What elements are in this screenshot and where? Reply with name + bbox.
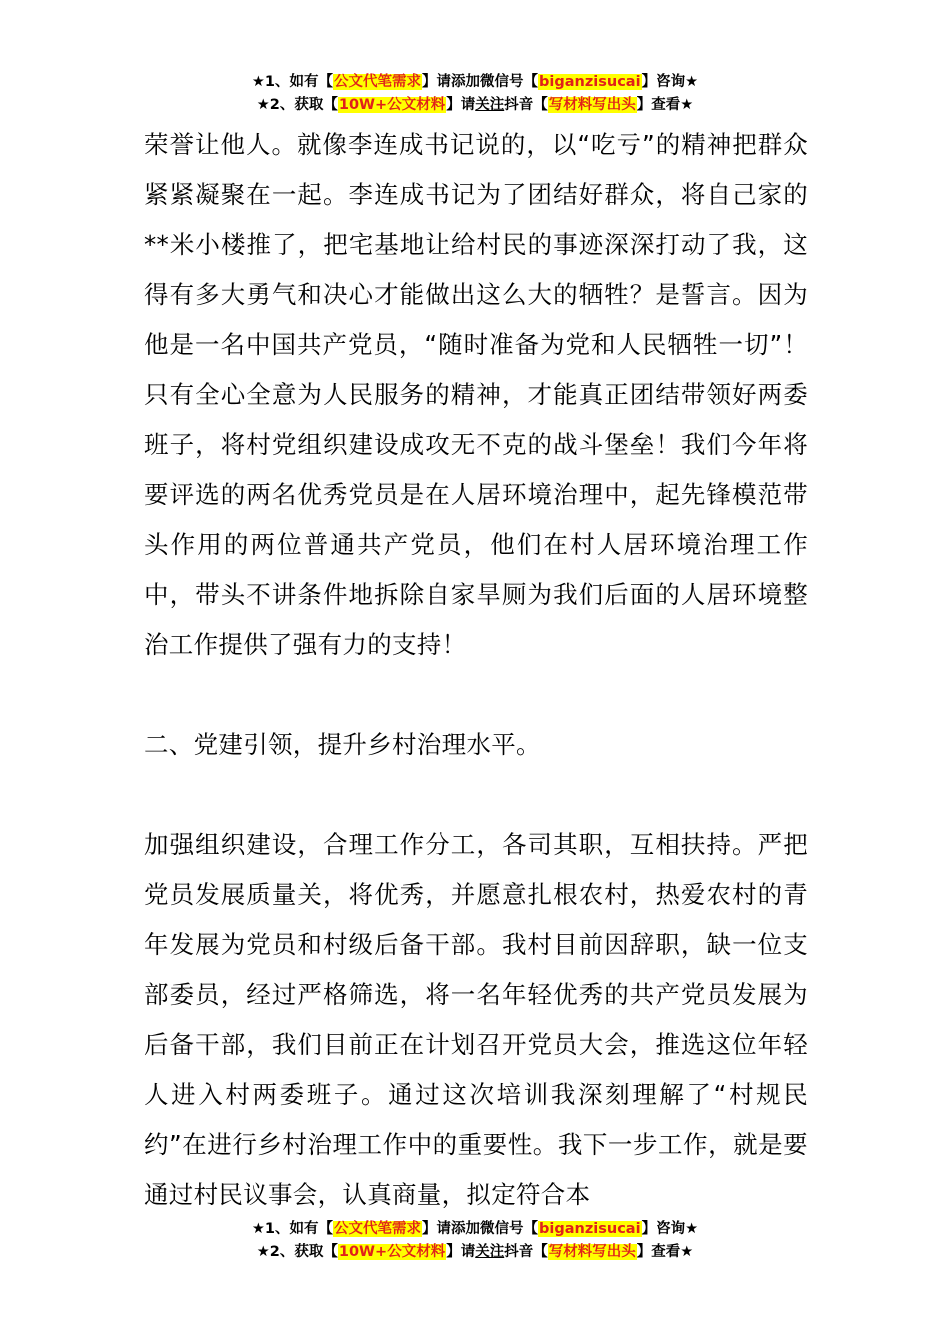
banner-text: ★1、如有【: [251, 1221, 334, 1237]
banner-line-2: [0, 94, 950, 117]
text-line: 斗堡垒！我们今年将要评选的两名优秀党员是在人居环境: [144, 430, 808, 509]
banner-text: 】查看★: [636, 1244, 694, 1260]
banner-text: 】请: [446, 1244, 476, 1260]
banner-text: ★2、获取【: [256, 1244, 338, 1260]
banner-text: ★1、如有【: [251, 74, 334, 90]
banner-text: 抖音【: [504, 97, 548, 113]
text-line: 群众紧紧凝聚在一起。李连成书记为了团结好群众，将自: [144, 130, 808, 209]
banner-text: 抖音【: [504, 1244, 548, 1260]
banner-text: 】请添加微信号【: [422, 1221, 539, 1237]
banner-text: ★2、获取【: [256, 97, 338, 113]
text-line: 民牺牲一切”！只有全心全意为人民服务的精神，才能真: [144, 330, 808, 409]
text-line: 了“村规民约”在进行乡村治理工作中的重要性。我下一: [144, 1080, 808, 1159]
text-line: 己家的**米小楼推了，把宅基地让给村民的事迹深深打动: [144, 180, 808, 259]
banner-text: 】请添加微信号【: [422, 74, 539, 90]
text-line: 一位支部委员，经过严格筛选，将一名年轻优秀的共产党: [144, 930, 808, 1009]
text-line: 了我，这得有多大勇气和决心才能做出这么大的牺牲？是: [144, 230, 808, 309]
banner-line-2: [0, 1241, 950, 1264]
section-heading: 二、党建引领，提升乡村治理水平。: [144, 730, 541, 759]
wechat-id-highlight: biganzisucai: [539, 1221, 641, 1237]
highlight-text: 写材料写出头: [548, 97, 636, 113]
text-line: 在村人居环境治理工作中，带头不讲条件地拆除自家旱厕: [144, 530, 808, 609]
text-line: 把党员发展质量关，将优秀，并愿意扎根农村，热爱农村: [144, 830, 808, 909]
footer-banner: [0, 1218, 950, 1264]
paragraph-1: [144, 120, 808, 670]
paragraph-2: [144, 820, 808, 1220]
highlight-text: 公文代笔需求: [334, 74, 422, 90]
underlined-text: 关注: [475, 1244, 505, 1260]
highlight-text: 10W+公文材料: [338, 1244, 446, 1260]
banner-line-1: [0, 71, 950, 94]
text-line: 的青年发展为党员和村级后备干部。我村目前因辞职，缺: [144, 880, 808, 959]
paragraph-spacer: [144, 770, 808, 820]
highlight-text: 公文代笔需求: [334, 1221, 422, 1237]
banner-text: 】请: [446, 97, 476, 113]
underlined-text: 关注: [475, 97, 505, 113]
text-line: 荣誉让他人。就像李连成书记说的，以“吃亏”的精神把: [144, 130, 758, 159]
text-line: 加强组织建设，合理工作分工，各司其职，互相扶持。严: [144, 830, 784, 859]
wechat-id-highlight: biganzisucai: [539, 74, 641, 90]
highlight-text: 10W+公文材料: [338, 97, 446, 113]
banner-line-1: [0, 1218, 950, 1241]
text-line: 正团结带领好两委班子，将村党组织建设成攻无不克的战: [144, 380, 808, 459]
highlight-text: 写材料写出头: [548, 1244, 636, 1260]
text-line: 选这位年轻人进入村两委班子。通过这次培训我深刻理解: [144, 1030, 808, 1109]
banner-text: 】查看★: [636, 97, 694, 113]
paragraph-spacer: [144, 670, 808, 720]
text-line: 为我们后面的人居环境整治工作提供了强有力的支持！: [144, 580, 808, 659]
banner-text: 】咨询★: [641, 74, 699, 90]
document-body: [144, 120, 808, 1220]
text-line: 治理中，起先锋模范带头作用的两位普通共产党员，他们: [144, 480, 808, 559]
text-line: 员发展为后备干部，我们目前正在计划召开党员大会，推: [144, 980, 808, 1059]
header-banner: [0, 71, 950, 117]
text-line: 誓言。因为他是一名中国共产党员，“随时准备为党和人: [144, 280, 808, 359]
banner-text: 】咨询★: [641, 1221, 699, 1237]
text-line: 步工作，就是要通过村民议事会，认真商量，拟定符合本: [144, 1130, 808, 1209]
